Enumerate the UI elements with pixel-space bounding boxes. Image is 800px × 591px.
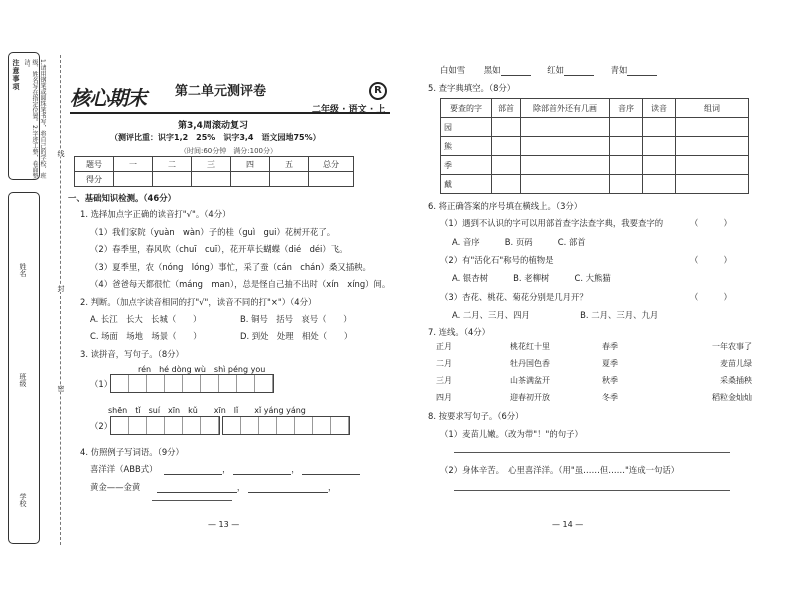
question-4-item: 喜洋洋（ABB式） ， ， [90,463,360,475]
line-label: （2） [90,421,113,431]
table-row [75,157,354,172]
answer-cell[interactable] [643,137,676,156]
answer-line[interactable] [454,490,730,491]
answer-cell[interactable] [492,156,521,175]
answer-cell[interactable] [676,175,749,194]
table-cell: 三 [192,157,231,172]
question-7: 7. 连线。（4分） [428,327,491,337]
dictionary-table [440,98,749,194]
match-item[interactable]: 牡丹国色香 [510,359,550,368]
question-8-item: （2）身体辛苦。 心里喜洋洋。（用"虽……但……"连成一句话） [440,465,680,475]
question-6-item: （1）遇到不认识的字可以用部首查字法查字典，我要查字的 [440,218,664,228]
question-6-options[interactable]: A. 银杏树 B. 老柳树 C. 大熊猫 [452,273,611,283]
answer-cell[interactable] [521,156,610,175]
question-2-option[interactable]: A. 长江 长大 长城（ ） [90,314,202,324]
score-input[interactable] [114,172,153,187]
answer-blank[interactable] [302,466,360,475]
answer-blank[interactable] [627,67,657,76]
table-cell: 二 [153,157,192,172]
question-6-item: （2）有"活化石"称号的植物是 [440,255,554,265]
answer-blank[interactable] [164,466,222,475]
example-word: 喜洋洋（ABB式） [90,464,158,474]
match-item[interactable]: 四月 [436,393,452,402]
table-header: 除部首外还有几画 [521,99,610,118]
question-5: 5. 查字典填空。（8分） [428,83,516,93]
score-input[interactable] [309,172,354,187]
writing-grid[interactable] [110,374,274,393]
question-2-option[interactable]: B. 铜号 括号 哀号（ ） [240,314,352,324]
answer-blank[interactable] [501,67,531,76]
match-item[interactable]: 冬季 [602,393,618,402]
question-3: 3. 读拼音，写句子。（8分） [80,349,184,359]
table-row [75,172,354,187]
match-item[interactable]: 二月 [436,359,452,368]
table-header: 部首 [492,99,521,118]
question-1: 1. 选择加点字正确的读音打"√"。（4分） [80,209,231,219]
question-1-item[interactable]: （1）我们家院（yuàn wàn）子的桂（guì gui）花树开花了。 [90,227,336,237]
answer-cell[interactable] [610,137,643,156]
answer-cell[interactable] [676,137,749,156]
score-input[interactable] [231,172,270,187]
score-table [74,156,354,187]
answer-cell[interactable] [521,137,610,156]
answer-cell[interactable] [492,118,521,137]
match-item[interactable]: 夏季 [602,359,618,368]
answer-blank[interactable] [157,484,237,493]
match-item[interactable]: 秋季 [602,376,618,385]
match-item[interactable]: 迎春初开放 [510,393,550,402]
score-input[interactable] [270,172,309,187]
answer-cell[interactable] [643,118,676,137]
question-6-options[interactable]: A. 二月、三月、四月 B. 二月、三月、九月 [452,310,659,320]
answer-cell[interactable] [676,118,749,137]
answer-paren[interactable]: （ ） [690,292,732,302]
answer-line[interactable] [454,452,730,453]
table-cell: 总分 [309,157,354,172]
table-cell: 熊 [441,137,492,156]
question-6-options[interactable]: A. 音序 B. 页码 C. 部首 [452,237,586,247]
table-row [441,99,749,118]
example-word: 青如 [610,65,628,75]
match-item[interactable]: 一年农事了 [712,342,752,351]
table-row [436,389,752,406]
table-row [441,137,749,156]
match-item[interactable]: 桃花红十里 [510,342,550,351]
score-input[interactable] [192,172,231,187]
table-cell: 戴 [441,175,492,194]
table-header: 要查的字 [441,99,492,118]
writing-grid[interactable] [110,416,220,435]
answer-paren[interactable]: （ ） [690,255,732,265]
question-2: 2. 判断。（加点字读音相同的打"√"，读音不同的打"×"）（4分） [80,297,317,307]
pinyin-line: shēn tǐ suí xīn kǔ xīn lǐ xǐ yáng yáng [108,406,306,415]
table-cell: 季 [441,156,492,175]
cut-mark: 封 [57,285,65,292]
cut-mark: 密 [57,385,65,392]
example-word: 红如 [547,65,564,75]
question-1-item[interactable]: （2）春季里，春风吹（chuī cuī），花开草长蝴蝶（dié déi）飞。 [90,244,348,254]
answer-cell[interactable] [610,175,643,194]
student-info-box [8,192,40,544]
cut-line [60,55,61,545]
weight-info: （测评比重：识字1,2 25% 识字3,4 语文园地75%） [110,133,321,142]
grade-label: 二年级 · 语文 · 上 [312,105,386,115]
page-number: — 14 — [552,520,584,529]
answer-cell[interactable] [521,118,610,137]
question-8-item: （1）麦苗儿嫩。（改为带"！"的句子） [440,429,583,439]
writing-grid[interactable] [222,416,350,435]
match-item[interactable]: 山茶满盆开 [510,376,550,385]
cut-mark: 线 [57,150,65,157]
answer-cell[interactable] [643,175,676,194]
answer-cell[interactable] [521,175,610,194]
answer-blank[interactable] [248,484,328,493]
question-2-option[interactable]: C. 场面 场地 场景（ ） [90,331,202,341]
section-heading: 一、基础知识检测。（46分） [68,193,176,203]
table-cell: 五 [270,157,309,172]
table-row [436,338,752,355]
table-cell: 题号 [75,157,114,172]
answer-cell[interactable] [492,175,521,194]
example-word: 白如雪 [440,65,466,75]
match-item[interactable]: 稻粒金灿灿 [712,393,752,402]
table-row [441,156,749,175]
table-header: 组词 [676,99,749,118]
table-cell: 一 [114,157,153,172]
binding-sidebar [8,52,46,542]
header-rule [70,112,390,114]
answer-blank[interactable] [233,466,291,475]
table-cell: 四 [231,157,270,172]
example-word: 黄金——金黄 [90,482,141,492]
table-header: 音序 [610,99,643,118]
class-field[interactable]: 班级 [19,373,27,387]
brand-logo: 核心期末 [70,86,146,110]
answer-cell[interactable] [492,137,521,156]
answer-cell[interactable] [643,156,676,175]
page-title: 第二单元测评卷 [175,84,267,99]
answer-cell[interactable] [610,156,643,175]
answer-blank[interactable] [152,500,232,501]
match-item[interactable]: 三月 [436,376,452,385]
answer-cell[interactable] [610,118,643,137]
notes-body: 1.请用钢笔或圆珠笔书写，将自己的学校、班级、姓名写在指定位置。2.字迹工整，卷面整洁。 [23,59,46,179]
page-number: — 13 — [208,520,240,529]
name-field[interactable]: 姓名 [19,263,27,277]
question-4: 4. 仿照例子写词语。（9分） [80,447,184,457]
table-row [436,355,752,372]
answer-cell[interactable] [676,156,749,175]
answer-blank[interactable] [564,67,594,76]
match-item[interactable]: 春季 [602,342,618,351]
table-row [436,372,752,389]
notes-title: 注意事项 [12,59,20,91]
table-row [441,175,749,194]
match-item[interactable]: 麦苗儿绿 [720,359,752,368]
subtitle: 第3,4周滚动复习 [178,121,248,131]
school-field[interactable]: 学校 [19,493,27,507]
question-2-option[interactable]: D. 到处 处理 相处（ ） [240,331,353,341]
line-label: （1） [90,379,113,389]
table-header: 读音 [643,99,676,118]
question-6-item: （3）杏花、桃花、菊花分别是几月开？ [440,292,588,302]
question-4-continued [440,64,657,76]
registered-mark-icon: R [369,82,387,100]
time-info: （时间:60分钟 满分:100分） [180,147,277,155]
table-cell: 得分 [75,172,114,187]
question-1-item[interactable]: （3）夏季里，农（nóng lóng）事忙，采了蚕（cán chán）桑又插秧。 [90,262,371,272]
question-6: 6. 将正确答案的序号填在横线上。（3分） [428,201,583,211]
example-word: 黑如 [483,65,501,75]
match-item[interactable]: 正月 [436,342,452,351]
question-1-item[interactable]: （4）爸爸每天都很忙（máng man），总是怪自己抽不出时（xín xíng）间。 [90,279,391,289]
matching-table [436,338,752,406]
pinyin-line: rén hé dòng wù shì péng you [138,365,266,374]
question-4-item: 黄金——金黄 ， ， [90,482,337,492]
score-input[interactable] [153,172,192,187]
question-8: 8. 按要求写句子。（6分） [428,411,524,421]
answer-paren[interactable]: （ ） [690,218,732,228]
table-cell: 园 [441,118,492,137]
table-row [441,118,749,137]
notes-box [8,52,46,180]
match-item[interactable]: 采桑插秧 [720,376,752,385]
